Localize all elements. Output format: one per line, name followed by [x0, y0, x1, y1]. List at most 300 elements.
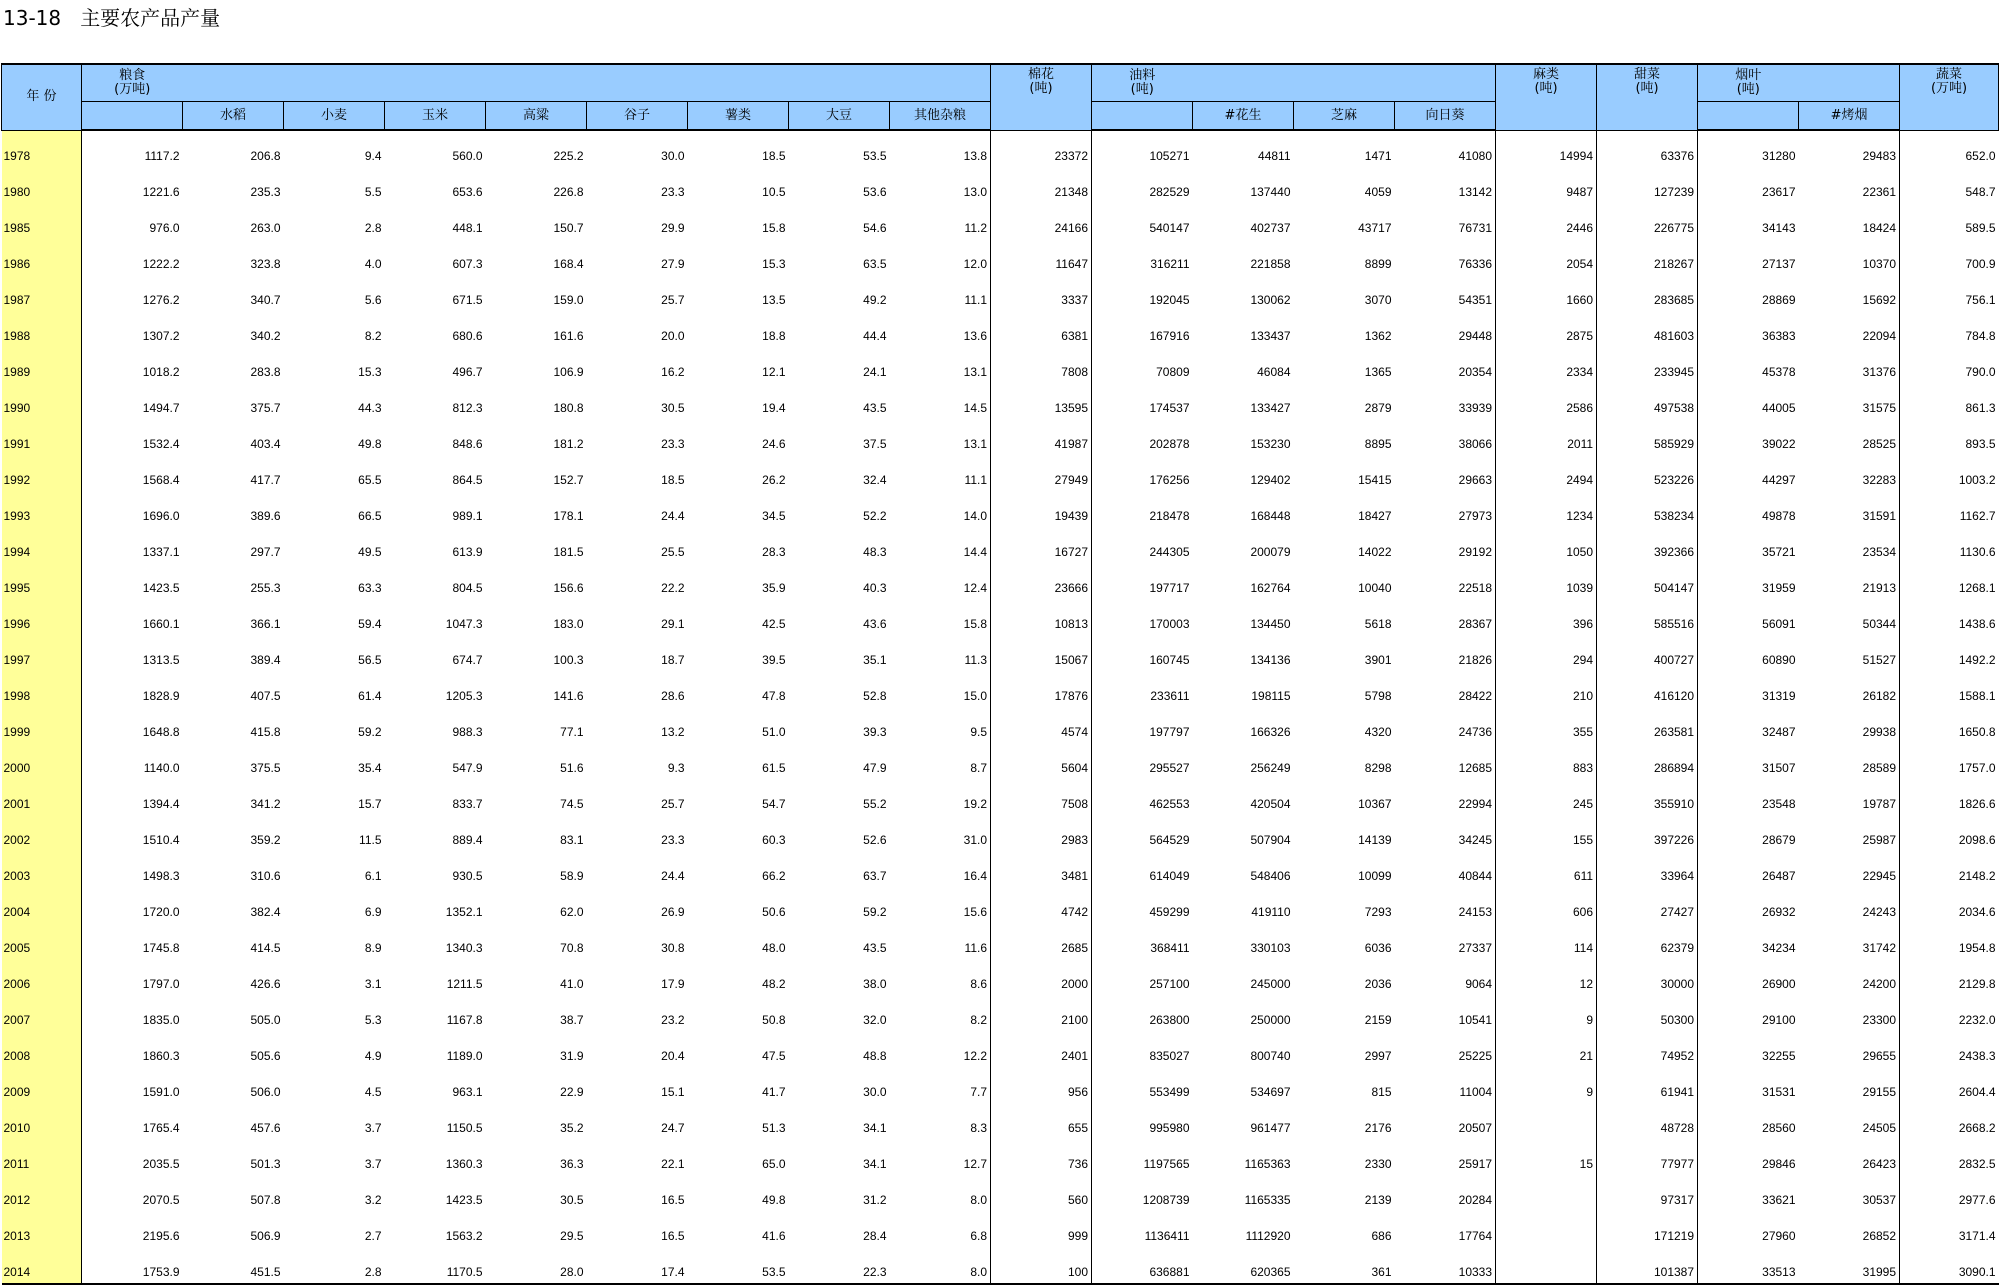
- value-cell: 560: [991, 1175, 1092, 1211]
- value-cell: 11647: [991, 239, 1092, 275]
- value-cell: 168.4: [553, 257, 584, 271]
- value-cell: 34245: [1395, 815, 1496, 851]
- value-cell: 7293: [1364, 905, 1392, 919]
- value-cell: 736: [991, 1139, 1092, 1175]
- value-cell: 19.4: [762, 401, 786, 415]
- value-cell: 16.5: [661, 1193, 685, 1207]
- value-cell: 2586: [1496, 383, 1597, 419]
- value-cell: 30000: [1597, 959, 1698, 995]
- value-cell: 34.1: [863, 1157, 887, 1171]
- value-cell: 24505: [1799, 1103, 1900, 1139]
- value-cell: 50300: [1597, 995, 1698, 1031]
- value-cell: 70.8: [560, 941, 584, 955]
- table-row: [2, 815, 1999, 851]
- value-cell: 402737: [1250, 221, 1291, 235]
- value-cell: 35.4: [358, 761, 382, 775]
- value-cell: 355910: [1597, 779, 1698, 815]
- value-cell: 961477: [1250, 1121, 1291, 1135]
- value-cell: 30.5: [661, 401, 685, 415]
- value-cell: 7808: [991, 347, 1092, 383]
- value-cell: 34.1: [863, 1121, 887, 1135]
- value-cell: 31280: [1762, 149, 1796, 163]
- value-cell: 653.6: [452, 185, 483, 199]
- value-cell: 1222.2: [142, 257, 180, 271]
- table-row: [2, 1247, 1999, 1284]
- header-corn: 玉米: [385, 102, 486, 131]
- year-cell: 1999: [2, 707, 82, 743]
- year-cell: 2008: [2, 1031, 82, 1067]
- table-row: [2, 203, 1999, 239]
- value-cell: 97317: [1597, 1175, 1698, 1211]
- year-cell: 1995: [2, 563, 82, 599]
- value-cell: 2494: [1496, 455, 1597, 491]
- value-cell: 83.1: [560, 833, 584, 847]
- value-cell: 2685: [991, 923, 1092, 959]
- value-cell: 416120: [1597, 671, 1698, 707]
- value-cell: 18.8: [762, 329, 786, 343]
- value-cell: 5.6: [364, 293, 382, 307]
- value-cell: 3090.1: [1900, 1247, 1999, 1284]
- value-cell: 4059: [1364, 185, 1392, 199]
- value-cell: 2036: [1364, 977, 1392, 991]
- value-cell: 30537: [1799, 1175, 1900, 1211]
- value-cell: 28.4: [863, 1229, 887, 1243]
- header-rice: 水稻: [183, 102, 284, 131]
- value-cell: 564529: [1149, 833, 1190, 847]
- value-cell: 8298: [1364, 761, 1392, 775]
- value-cell: 22094: [1799, 311, 1900, 347]
- value-cell: 76731: [1395, 203, 1496, 239]
- value-cell: 1362: [1364, 329, 1392, 343]
- value-cell: 3.2: [364, 1193, 382, 1207]
- value-cell: 27137: [1762, 257, 1796, 271]
- value-cell: 1394.4: [142, 797, 180, 811]
- value-cell: 152.7: [553, 473, 584, 487]
- value-cell: 24.7: [661, 1121, 685, 1135]
- value-cell: 382.4: [250, 905, 281, 919]
- value-cell: 283.8: [250, 365, 281, 379]
- value-cell: 27949: [991, 455, 1092, 491]
- value-cell: 1003.2: [1958, 473, 1996, 487]
- value-cell: 407.5: [250, 689, 281, 703]
- value-cell: 181.5: [553, 545, 584, 559]
- table-row: [2, 959, 1999, 995]
- value-cell: 976.0: [149, 221, 180, 235]
- value-cell: 41987: [991, 419, 1092, 455]
- value-cell: 34.5: [762, 509, 786, 523]
- value-cell: 2.8: [284, 1247, 385, 1284]
- value-cell: 10367: [1358, 797, 1392, 811]
- value-cell: 375.5: [250, 761, 281, 775]
- value-cell: 1438.6: [1958, 617, 1996, 631]
- value-cell: 1745.8: [142, 941, 180, 955]
- value-cell: 1423.5: [142, 581, 180, 595]
- value-cell: [1496, 1247, 1597, 1284]
- value-cell: 225.2: [553, 149, 584, 163]
- value-cell: 206.8: [250, 149, 281, 163]
- value-cell: 20284: [1395, 1175, 1496, 1211]
- table-row: [2, 491, 1999, 527]
- value-cell: 1660: [1496, 275, 1597, 311]
- value-cell: 11.3: [890, 635, 991, 671]
- value-cell: 2875: [1496, 311, 1597, 347]
- value-cell: 548406: [1250, 869, 1291, 883]
- value-cell: 1648.8: [142, 725, 180, 739]
- value-cell: 1757.0: [1958, 761, 1996, 775]
- value-cell: 16727: [991, 527, 1092, 563]
- year-cell: 2000: [2, 743, 82, 779]
- value-cell: 12.1: [762, 365, 786, 379]
- value-cell: 680.6: [452, 329, 483, 343]
- value-cell: 9064: [1395, 959, 1496, 995]
- value-cell: 1510.4: [142, 833, 180, 847]
- value-cell: 8.2: [890, 995, 991, 1031]
- value-cell: 3070: [1364, 293, 1392, 307]
- value-cell: 10813: [991, 599, 1092, 635]
- value-cell: 501.3: [250, 1157, 281, 1171]
- value-cell: 1360.3: [445, 1157, 483, 1171]
- value-cell: 56.5: [358, 653, 382, 667]
- value-cell: 161.6: [553, 329, 584, 343]
- value-cell: 31531: [1762, 1085, 1796, 1099]
- value-cell: 48.0: [762, 941, 786, 955]
- header-oil: 油料 (吨): [1092, 64, 1193, 102]
- value-cell: 29938: [1799, 707, 1900, 743]
- value-cell: 11.1: [890, 275, 991, 311]
- value-cell: 6036: [1364, 941, 1392, 955]
- table-row: [2, 563, 1999, 599]
- value-cell: 244305: [1149, 545, 1190, 559]
- value-cell: 18424: [1799, 203, 1900, 239]
- header-sunflower: 向日葵: [1395, 102, 1496, 131]
- header-hemp: 麻类 (吨): [1496, 64, 1597, 130]
- value-cell: 883: [1496, 743, 1597, 779]
- year-cell: 2004: [2, 887, 82, 923]
- value-cell: 15: [1496, 1139, 1597, 1175]
- value-cell: 606: [1496, 887, 1597, 923]
- value-cell: 19787: [1799, 779, 1900, 815]
- year-cell: 1989: [2, 347, 82, 383]
- value-cell: 1563.2: [445, 1229, 483, 1243]
- value-cell: 49878: [1762, 509, 1796, 523]
- value-cell: 48728: [1597, 1103, 1698, 1139]
- value-cell: 17.4: [587, 1247, 688, 1284]
- value-cell: 31376: [1799, 347, 1900, 383]
- value-cell: 2.8: [364, 221, 382, 235]
- value-cell: 9.3: [667, 761, 685, 775]
- value-cell: 41.6: [762, 1229, 786, 1243]
- value-cell: 29.9: [661, 221, 685, 235]
- value-cell: 547.9: [452, 761, 483, 775]
- value-cell: 1313.5: [142, 653, 180, 667]
- value-cell: 31.0: [890, 815, 991, 851]
- value-cell: 41080: [1395, 130, 1496, 167]
- value-cell: 9: [1496, 1067, 1597, 1103]
- value-cell: 11004: [1395, 1067, 1496, 1103]
- year-cell: 2013: [2, 1211, 82, 1247]
- value-cell: 171219: [1597, 1211, 1698, 1247]
- value-cell: 61.4: [358, 689, 382, 703]
- value-cell: 133427: [1250, 401, 1291, 415]
- value-cell: 790.0: [1965, 365, 1996, 379]
- value-cell: 1835.0: [142, 1013, 180, 1027]
- value-cell: 2832.5: [1958, 1157, 1996, 1171]
- value-cell: 1165363: [1244, 1157, 1291, 1171]
- value-cell: 198115: [1251, 689, 1291, 703]
- header-millet: 谷子: [587, 102, 688, 131]
- year-cell: 2010: [2, 1103, 82, 1139]
- value-cell: 31.9: [560, 1049, 584, 1063]
- value-cell: 34143: [1762, 221, 1796, 235]
- value-cell: 22945: [1799, 851, 1900, 887]
- value-cell: 496.7: [452, 365, 483, 379]
- header-row-1: [2, 64, 1999, 102]
- value-cell: 41.7: [762, 1085, 786, 1099]
- year-cell: 2001: [2, 779, 82, 815]
- value-cell: 7.7: [890, 1067, 991, 1103]
- value-cell: 51527: [1799, 635, 1900, 671]
- value-cell: 63.3: [358, 581, 382, 595]
- value-cell: 23.3: [661, 437, 685, 451]
- value-cell: 2446: [1496, 203, 1597, 239]
- value-cell: 133437: [1250, 329, 1291, 343]
- value-cell: 101387: [1597, 1247, 1698, 1284]
- value-cell: 52.6: [863, 833, 887, 847]
- value-cell: 459299: [1149, 905, 1190, 919]
- value-cell: 32.4: [863, 473, 887, 487]
- value-cell: 44811: [1258, 149, 1291, 163]
- value-cell: 159.0: [553, 293, 584, 307]
- value-cell: 585929: [1597, 419, 1698, 455]
- value-cell: 39022: [1762, 437, 1796, 451]
- value-cell: 1423.5: [445, 1193, 483, 1207]
- value-cell: 26.9: [661, 905, 685, 919]
- value-cell: 457.6: [250, 1121, 281, 1135]
- value-cell: 1860.3: [142, 1049, 180, 1063]
- value-cell: [1496, 1175, 1597, 1211]
- value-cell: 2983: [991, 815, 1092, 851]
- value-cell: 18.5: [661, 473, 685, 487]
- value-cell: 52.2: [863, 509, 887, 523]
- value-cell: 32487: [1762, 725, 1796, 739]
- value-cell: 507904: [1250, 833, 1291, 847]
- value-cell: 21348: [991, 167, 1092, 203]
- header-vegetables: 蔬菜 (万吨): [1900, 64, 1999, 130]
- value-cell: 25.7: [661, 293, 685, 307]
- value-cell: 389.4: [250, 653, 281, 667]
- value-cell: 30.0: [863, 1085, 887, 1099]
- value-cell: 340.7: [250, 293, 281, 307]
- value-cell: 1170.5: [385, 1247, 486, 1284]
- header-soybean: 大豆: [789, 102, 890, 131]
- value-cell: 1162.7: [1959, 509, 1996, 523]
- value-cell: 341.2: [250, 797, 281, 811]
- value-cell: 2176: [1364, 1121, 1392, 1135]
- value-cell: 1047.3: [445, 617, 483, 631]
- value-cell: 26182: [1799, 671, 1900, 707]
- year-cell: 2014: [2, 1247, 82, 1284]
- year-cell: 2007: [2, 995, 82, 1031]
- value-cell: 10333: [1395, 1247, 1496, 1284]
- value-cell: 31575: [1799, 383, 1900, 419]
- value-cell: 28560: [1762, 1121, 1796, 1135]
- value-cell: 61.5: [762, 761, 786, 775]
- value-cell: 32283: [1799, 455, 1900, 491]
- value-cell: 861.3: [1965, 401, 1996, 415]
- value-cell: 16.2: [661, 365, 685, 379]
- value-cell: 14.0: [890, 491, 991, 527]
- value-cell: 1828.9: [142, 689, 180, 703]
- value-cell: 11.5: [359, 833, 382, 847]
- value-cell: 366.1: [250, 617, 281, 631]
- table-row: [2, 383, 1999, 419]
- value-cell: 226775: [1597, 203, 1698, 239]
- value-cell: 106.9: [553, 365, 584, 379]
- value-cell: 25987: [1799, 815, 1900, 851]
- value-cell: 100.3: [553, 653, 584, 667]
- value-cell: 127239: [1597, 167, 1698, 203]
- value-cell: 2159: [1364, 1013, 1392, 1027]
- value-cell: 33964: [1597, 851, 1698, 887]
- value-cell: 8.0: [890, 1175, 991, 1211]
- value-cell: 233611: [1150, 689, 1190, 703]
- value-cell: 2334: [1496, 347, 1597, 383]
- value-cell: 13595: [991, 383, 1092, 419]
- value-cell: 14994: [1496, 130, 1597, 167]
- value-cell: 245: [1496, 779, 1597, 815]
- year-cell: 1996: [2, 599, 82, 635]
- value-cell: 11.1: [890, 455, 991, 491]
- value-cell: 15.1: [661, 1085, 685, 1099]
- value-cell: 5.5: [364, 185, 382, 199]
- value-cell: 210: [1496, 671, 1597, 707]
- value-cell: 2438.3: [1958, 1049, 1996, 1063]
- value-cell: 49.8: [358, 437, 382, 451]
- value-cell: 15.3: [762, 257, 786, 271]
- header-peanut: #花生: [1193, 102, 1294, 131]
- value-cell: 26423: [1799, 1139, 1900, 1175]
- value-cell: 35721: [1762, 545, 1796, 559]
- value-cell: 2330: [1364, 1157, 1392, 1171]
- header-oil-sub: [1092, 102, 1193, 131]
- value-cell: 263.0: [250, 221, 281, 235]
- value-cell: 17876: [991, 671, 1092, 707]
- header-sugarbeet: 甜菜 (吨): [1597, 64, 1698, 130]
- value-cell: 46084: [1257, 365, 1291, 379]
- table-row: [2, 599, 1999, 635]
- value-cell: 51.6: [560, 761, 584, 775]
- value-cell: 48.3: [863, 545, 887, 559]
- value-cell: 1498.3: [142, 869, 180, 883]
- value-cell: 1650.8: [1958, 725, 1996, 739]
- value-cell: 25.5: [661, 545, 685, 559]
- value-cell: 43717: [1358, 221, 1392, 235]
- value-cell: 1112920: [1245, 1229, 1291, 1243]
- value-cell: 24166: [991, 203, 1092, 239]
- value-cell: 995980: [1149, 1121, 1190, 1135]
- value-cell: 43.5: [863, 941, 887, 955]
- value-cell: 33621: [1762, 1193, 1796, 1207]
- value-cell: 10099: [1358, 869, 1392, 883]
- year-cell: 2006: [2, 959, 82, 995]
- value-cell: 32255: [1762, 1049, 1796, 1063]
- value-cell: 235.3: [250, 185, 281, 199]
- value-cell: 8.3: [890, 1103, 991, 1139]
- value-cell: 59.2: [358, 725, 382, 739]
- value-cell: 1276.2: [142, 293, 180, 307]
- header-other-grain: 其他杂粮: [890, 102, 991, 131]
- value-cell: 833.7: [452, 797, 483, 811]
- value-cell: 18.5: [762, 149, 786, 163]
- value-cell: 130062: [1250, 293, 1291, 307]
- value-cell: 553499: [1149, 1085, 1190, 1099]
- value-cell: 13.2: [661, 725, 685, 739]
- value-cell: 9.5: [890, 707, 991, 743]
- value-cell: 39.5: [762, 653, 786, 667]
- value-cell: 538234: [1597, 491, 1698, 527]
- value-cell: 153230: [1250, 437, 1291, 451]
- value-cell: 1167.8: [446, 1013, 483, 1027]
- table-row: [2, 851, 1999, 887]
- value-cell: 21913: [1799, 563, 1900, 599]
- value-cell: 28.3: [762, 545, 786, 559]
- header-tobacco: 烟叶 (吨): [1698, 64, 1799, 102]
- value-cell: 2.7: [364, 1229, 382, 1243]
- value-cell: 105271: [1149, 149, 1190, 163]
- value-cell: 24200: [1799, 959, 1900, 995]
- value-cell: 403.4: [250, 437, 281, 451]
- value-cell: 66.5: [358, 509, 382, 523]
- value-cell: 51.0: [762, 725, 786, 739]
- value-cell: 15.6: [890, 887, 991, 923]
- value-cell: 11.6: [890, 923, 991, 959]
- table-row: [2, 167, 1999, 203]
- value-cell: 4574: [991, 707, 1092, 743]
- value-cell: 100: [991, 1247, 1092, 1284]
- value-cell: 310.6: [250, 869, 281, 883]
- value-cell: 63.7: [863, 869, 887, 883]
- table-row: [2, 1067, 1999, 1103]
- value-cell: 45378: [1762, 365, 1796, 379]
- value-cell: 22.3: [789, 1247, 890, 1284]
- value-cell: 58.9: [560, 869, 584, 883]
- value-cell: 3171.4: [1958, 1229, 1996, 1243]
- value-cell: [1496, 1211, 1597, 1247]
- value-cell: 389.6: [250, 509, 281, 523]
- value-cell: 31319: [1762, 689, 1796, 703]
- table-body: [2, 130, 1999, 1284]
- value-cell: 137440: [1250, 185, 1291, 199]
- value-cell: 25225: [1395, 1031, 1496, 1067]
- value-cell: 989.1: [452, 509, 483, 523]
- value-cell: 29655: [1799, 1031, 1900, 1067]
- value-cell: 671.5: [452, 293, 483, 307]
- table-row: [2, 347, 1999, 383]
- year-cell: 1988: [2, 311, 82, 347]
- value-cell: 31.2: [863, 1193, 887, 1207]
- value-cell: 397226: [1597, 815, 1698, 851]
- table-row: [2, 1175, 1999, 1211]
- value-cell: 560.0: [452, 149, 483, 163]
- value-cell: 1208739: [1142, 1193, 1190, 1207]
- value-cell: 47.8: [762, 689, 786, 703]
- value-cell: 15.8: [762, 221, 786, 235]
- value-cell: 20507: [1395, 1103, 1496, 1139]
- value-cell: 14.5: [890, 383, 991, 419]
- year-cell: 2002: [2, 815, 82, 851]
- value-cell: 44.3: [358, 401, 382, 415]
- year-cell: 2005: [2, 923, 82, 959]
